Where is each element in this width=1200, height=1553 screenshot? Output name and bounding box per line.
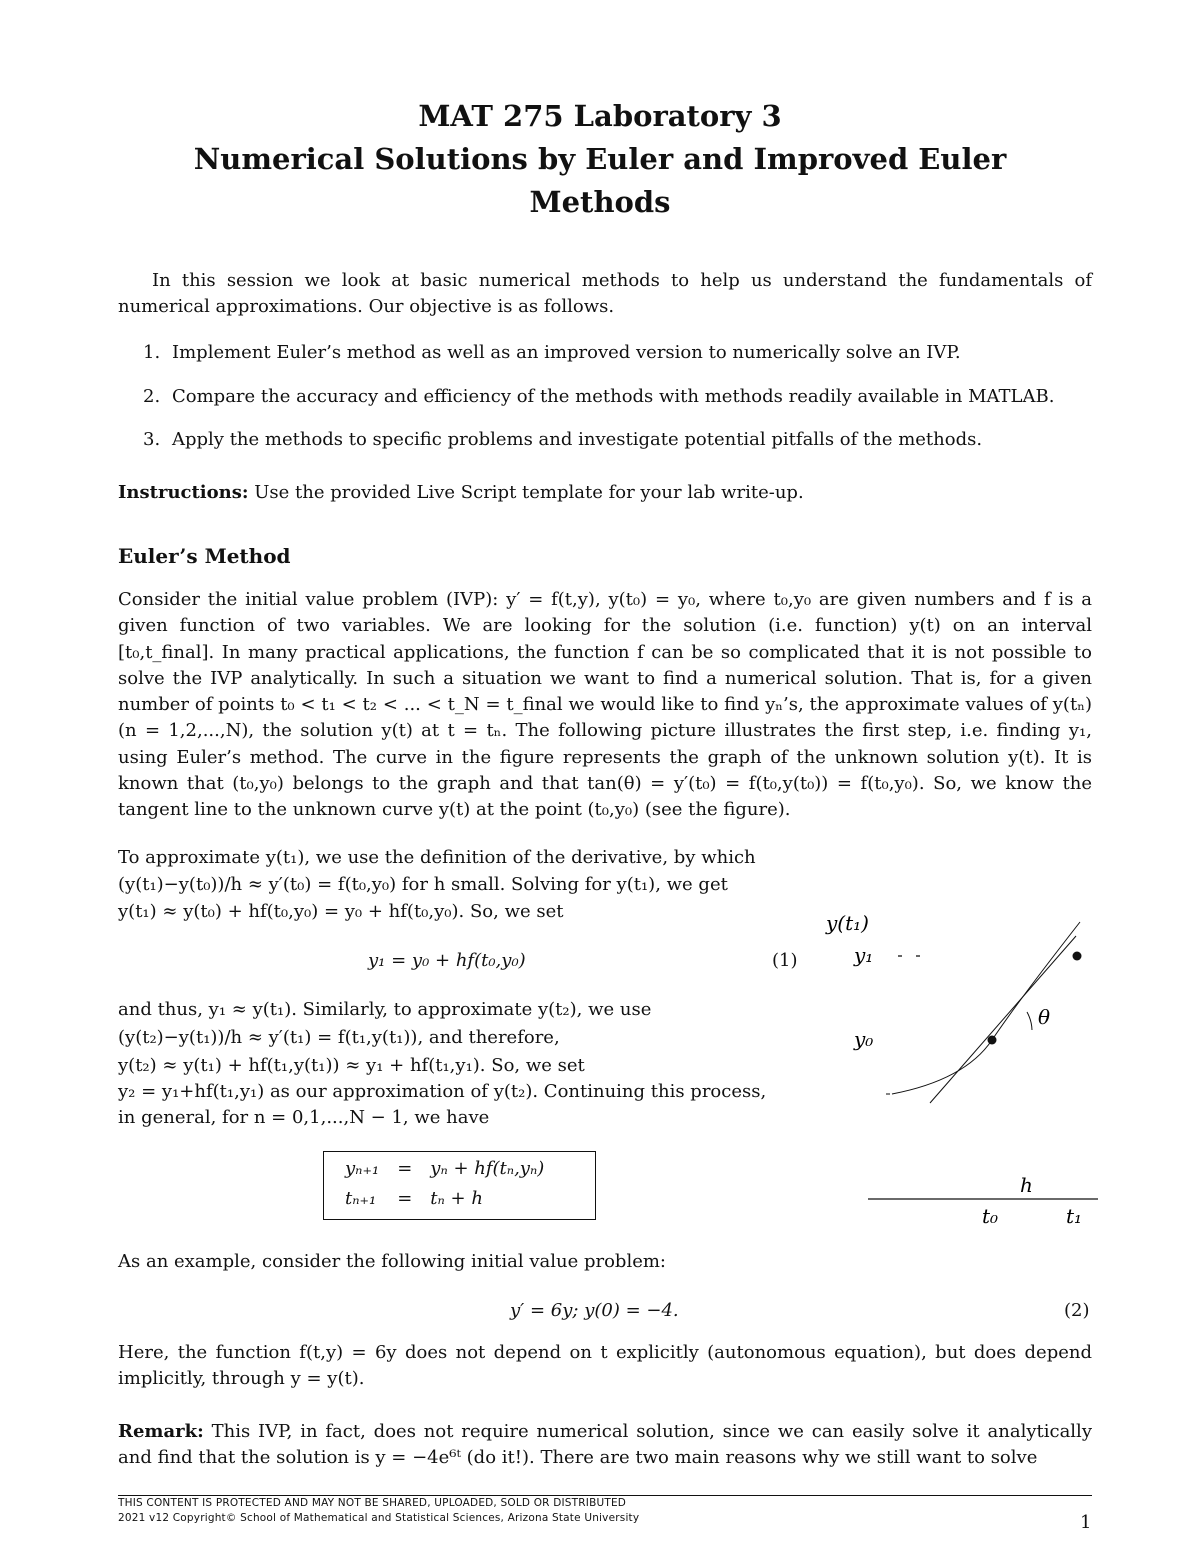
title-line-2: Numerical Solutions by Euler and Improved Euler: [193, 142, 1007, 176]
label-y-t1: y(t₁): [826, 911, 869, 935]
approx-line: y(t₁) ≈ y(t₀) + hf(t₀,y₀) = y₀ + hf(t₀,y₀). So, we set: [118, 901, 564, 922]
instructions-label: Instructions:: [118, 482, 249, 503]
objective-text: Apply the methods to specific problems and investigate potential pitfalls of the methods.: [172, 429, 983, 450]
equals: =: [397, 1158, 413, 1179]
lhs: yₙ₊₁: [345, 1158, 380, 1179]
footer-protection-notice: THIS CONTENT IS PROTECTED AND MAY NOT BE SHARED, UPLOADED, SOLD OR DISTRIBUTED: [118, 1497, 627, 1509]
label-t0: t₀: [982, 1204, 999, 1228]
thus-line: y(t₂) ≈ y(t₁) + hf(t₁,y(t₁)) ≈ y₁ + hf(t₁,y₁). So, we set: [118, 1055, 585, 1076]
example-intro: As an example, consider the following initial value problem:: [118, 1251, 666, 1272]
section-heading: Euler’s Method: [118, 544, 291, 568]
theta-arc: [1027, 1012, 1032, 1030]
thus-line: y₂ = y₁+hf(t₁,y₁) as our approximation of y(t₂). Continuing this process,: [118, 1081, 767, 1102]
point-t0-y0: [988, 1036, 997, 1045]
page-title: [0, 95, 1200, 224]
equation-2: y′ = 6y; y(0) = −4.: [510, 1300, 679, 1321]
page-number: 1: [1080, 1512, 1092, 1533]
remark-label: Remark:: [118, 1421, 204, 1442]
remark-paragraph: [118, 1419, 1092, 1472]
objective-item: [143, 384, 1054, 410]
label-t1: t₁: [1066, 1204, 1083, 1228]
label-y0: y₀: [854, 1027, 874, 1051]
euler-paragraph: Consider the initial value problem (IVP): y′ = f(t,y), y(t₀) = y₀, where t₀,y₀ are given numbers and f is a given function of two variables. We are looking for the solution (i.e. function) y(t) on an interval [t₀,t_final]. In many practical applications, the function f can be so complicated that it is not possible to solve the IVP analytically. In such a situation we want to find a numerical solution. That is, for a given number of points t₀ < t₁ < t₂ < ... < t_N = t_final we would like to find yₙ’s, the approximate values of y(tₙ) (n = 1,2,...,N), the solution y(t) at t = tₙ. The following picture illustrates the first step, i.e. finding y₁, using Euler’s method. The curve in the figure represents the graph of the unknown solution y(t). It is known that (t₀,y₀) belongs to the graph and that tan(θ) = y′(t₀) = f(t₀,y(t₀)) = f(t₀,y₀). So, we know the tangent line to the unknown curve y(t) at the point (t₀,y₀) (see the figure).: [118, 589, 1092, 821]
title-line-3: Methods: [529, 185, 671, 219]
thus-line: in general, for n = 0,1,...,N − 1, we have: [118, 1107, 490, 1128]
objective-number: 1.: [143, 342, 161, 363]
approx-line: (y(t₁)−y(t₀))/h ≈ y′(t₀) = f(t₀,y₀) for h small. Solving for y(t₁), we get: [118, 874, 728, 895]
equals: =: [397, 1188, 413, 1209]
instructions-text: Use the provided Live Script template for your lab write-up.: [248, 482, 804, 503]
label-theta: θ: [1038, 1005, 1051, 1029]
approx-line: To approximate y(t₁), we use the definition of the derivative, by which: [118, 847, 756, 868]
here-paragraph: Here, the function f(t,y) = 6y does not depend on t explicitly (autonomous equation), but does depend implicitly, through y = y(t).: [118, 1342, 1092, 1390]
tangent-line: [930, 936, 1076, 1103]
objective-item: [143, 427, 982, 453]
intro-paragraph: In this session we look at basic numerical methods to help us understand the fundamentals of numerical approximations. Our objective is as follows.: [118, 270, 1092, 318]
thus-line: and thus, y₁ ≈ y(t₁). Similarly, to approximate y(t₂), we use: [118, 999, 652, 1020]
objective-number: 3.: [143, 429, 161, 450]
objective-number: 2.: [143, 386, 161, 407]
recurrence-box: [323, 1151, 596, 1220]
label-y1: y₁: [854, 943, 874, 967]
equation-2-number: (2): [1064, 1300, 1090, 1321]
title-line-1: MAT 275 Laboratory 3: [418, 99, 782, 133]
equation-1: y₁ = y₀ + hf(t₀,y₀): [368, 950, 526, 971]
footer-rule: [118, 1495, 1092, 1496]
footer-copyright: 2021 v12 Copyright© School of Mathematical and Statistical Sciences, Arizona State University: [118, 1512, 640, 1524]
euler-step-figure: [820, 900, 1110, 1230]
equation-1-number: (1): [772, 950, 798, 971]
point-t1-y1: [1073, 952, 1082, 961]
rhs: yₙ + hf(tₙ,yₙ): [430, 1158, 545, 1179]
solution-curve: [892, 922, 1080, 1094]
thus-line: (y(t₂)−y(t₁))/h ≈ y′(t₁) = f(t₁,y(t₁)), and therefore,: [118, 1027, 560, 1048]
recurrence-table: [336, 1154, 553, 1214]
objective-text: Compare the accuracy and efficiency of the methods with methods readily available in MATLAB.: [172, 386, 1055, 407]
objective-item: [143, 340, 961, 366]
label-h: h: [1020, 1173, 1033, 1197]
objective-text: Implement Euler’s method as well as an improved version to numerically solve an IVP.: [172, 342, 961, 363]
instructions: [118, 480, 1092, 506]
lhs: tₙ₊₁: [345, 1188, 377, 1209]
rhs: tₙ + h: [430, 1188, 483, 1209]
remark-text: This IVP, in fact, does not require numerical solution, since we can easily solve it analytically and find that the solution is y = −4e⁶ᵗ (do it!). There are two main reasons why we still want to solve: [118, 1421, 1092, 1469]
